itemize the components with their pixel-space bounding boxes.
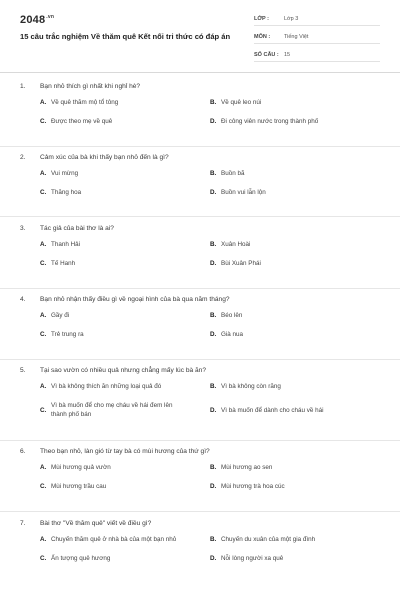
option-text: Chuyến du xuân của một gia đình bbox=[221, 536, 316, 543]
option-text: Buồn bã bbox=[221, 170, 245, 177]
option-letter: D. bbox=[210, 483, 217, 490]
option-row bbox=[20, 311, 380, 320]
option-text: Bùi Xuân Phái bbox=[221, 260, 261, 267]
option-letter: C. bbox=[40, 260, 47, 267]
options bbox=[20, 382, 380, 419]
option-letter: C. bbox=[40, 406, 47, 414]
option-row bbox=[20, 463, 380, 472]
option-text: Mùi hương trà hoa cúc bbox=[221, 483, 285, 490]
option-c[interactable] bbox=[40, 188, 210, 197]
option-text: Thanh Hải bbox=[51, 241, 81, 248]
option-b[interactable] bbox=[210, 311, 380, 320]
option-c[interactable] bbox=[40, 259, 210, 268]
option-row bbox=[20, 259, 380, 268]
logo-suffix: .vn bbox=[46, 14, 55, 20]
meta-label: LỚP : bbox=[254, 15, 269, 22]
option-text: Béo lên bbox=[221, 312, 243, 319]
question-prompt: Bạn nhỏ thích gì nhất khi nghỉ hè? bbox=[40, 82, 141, 90]
option-letter: B. bbox=[210, 99, 217, 106]
option-text: Được theo mẹ về quê bbox=[51, 118, 113, 125]
option-letter: A. bbox=[40, 241, 47, 248]
meta-value: 15 bbox=[284, 51, 291, 58]
option-text: Nỗi lòng người xa quê bbox=[221, 555, 284, 562]
option-letter: B. bbox=[210, 464, 217, 471]
option-text: Ấn tượng quê hương bbox=[51, 555, 111, 562]
question-prompt: Tại sao vườn có nhiều quả nhưng chẳng mấy lúc bà ăn? bbox=[40, 366, 207, 374]
question-divider bbox=[0, 216, 400, 217]
option-a[interactable] bbox=[40, 169, 210, 178]
question-number: 2. bbox=[20, 153, 26, 161]
logo-text: 2048 bbox=[20, 14, 46, 26]
question-text bbox=[20, 151, 380, 163]
option-row bbox=[20, 482, 380, 491]
option-row bbox=[20, 401, 380, 419]
question-4 bbox=[20, 293, 380, 349]
option-d[interactable] bbox=[210, 401, 380, 419]
question-text bbox=[20, 445, 380, 457]
option-text: Mùi hương quả vườn bbox=[51, 464, 111, 471]
options bbox=[20, 98, 380, 126]
option-text: Thăng hoa bbox=[51, 189, 82, 196]
option-b[interactable] bbox=[210, 535, 380, 544]
option-letter: C. bbox=[40, 189, 47, 196]
option-text: Chuyến thăm quê ở nhà bà của một bạn nhỏ bbox=[51, 536, 177, 543]
meta-label: SỐ CÂU : bbox=[254, 51, 279, 58]
question-text bbox=[20, 517, 380, 529]
option-letter: C. bbox=[40, 118, 47, 125]
option-d[interactable] bbox=[210, 554, 380, 563]
page-title: 15 câu trắc nghiệm Về thăm quê Kết nối tri thức có đáp án bbox=[20, 32, 231, 41]
question-number: 3. bbox=[20, 224, 26, 232]
question-prompt: Cảm xúc của bà khi thấy bạn nhỏ đến là gì? bbox=[40, 153, 169, 161]
option-row bbox=[20, 554, 380, 563]
options bbox=[20, 311, 380, 339]
option-text: Vui mừng bbox=[51, 170, 79, 177]
option-text: Vì bà muốn để dành cho cháu về hái bbox=[221, 406, 324, 414]
question-divider bbox=[0, 359, 400, 360]
header bbox=[0, 0, 400, 70]
meta-value: Tiếng Việt bbox=[284, 33, 309, 40]
option-letter: D. bbox=[210, 331, 217, 338]
option-c[interactable] bbox=[40, 330, 210, 339]
option-text: Trẻ trung ra bbox=[51, 331, 84, 338]
option-row bbox=[20, 117, 380, 126]
option-letter: B. bbox=[210, 241, 217, 248]
option-a[interactable] bbox=[40, 382, 210, 391]
option-letter: A. bbox=[40, 383, 47, 390]
option-d[interactable] bbox=[210, 188, 380, 197]
option-text: Về quê thăm mộ tổ tông bbox=[51, 99, 119, 106]
options bbox=[20, 240, 380, 268]
question-number: 5. bbox=[20, 366, 26, 374]
question-3 bbox=[20, 222, 380, 278]
question-text bbox=[20, 222, 380, 234]
option-b[interactable] bbox=[210, 169, 380, 178]
option-row bbox=[20, 240, 380, 249]
question-divider bbox=[0, 440, 400, 441]
option-a[interactable] bbox=[40, 311, 210, 320]
option-text: Tế Hanh bbox=[51, 260, 76, 267]
option-text: Vì bà không thích ăn những loại quả đó bbox=[51, 383, 162, 390]
question-7 bbox=[20, 517, 380, 573]
options bbox=[20, 535, 380, 563]
option-row bbox=[20, 188, 380, 197]
option-d[interactable] bbox=[210, 482, 380, 491]
option-letter: A. bbox=[40, 99, 47, 106]
header-divider bbox=[0, 72, 400, 73]
option-letter: A. bbox=[40, 170, 47, 177]
question-text bbox=[20, 364, 380, 376]
question-text bbox=[20, 293, 380, 305]
question-prompt: Bài thơ "Về thăm quê" viết về điều gì? bbox=[40, 519, 152, 527]
option-c[interactable] bbox=[40, 482, 210, 491]
option-text: Vì bà muốn để cho mẹ cháu về hái đem lên thành phố bán bbox=[51, 402, 173, 418]
question-divider bbox=[0, 511, 400, 512]
option-b[interactable] bbox=[210, 98, 380, 107]
question-prompt: Theo bạn nhỏ, làn gió từ tay bà có mùi hương của thứ gì? bbox=[40, 447, 210, 455]
option-letter: C. bbox=[40, 555, 47, 562]
question-text bbox=[20, 80, 380, 92]
option-d[interactable] bbox=[210, 117, 380, 126]
option-d[interactable] bbox=[210, 330, 380, 339]
option-letter: D. bbox=[210, 555, 217, 562]
meta-info bbox=[254, 12, 380, 66]
meta-value: Lớp 3 bbox=[284, 15, 299, 22]
option-b[interactable] bbox=[210, 463, 380, 472]
option-c[interactable] bbox=[40, 401, 210, 419]
option-letter: B. bbox=[210, 170, 217, 177]
option-c[interactable] bbox=[40, 117, 210, 126]
option-row bbox=[20, 382, 380, 391]
question-number: 7. bbox=[20, 519, 26, 527]
option-text: Đi công viên nước trong thành phố bbox=[221, 118, 319, 125]
option-letter: A. bbox=[40, 312, 47, 319]
option-c[interactable] bbox=[40, 554, 210, 563]
option-b[interactable] bbox=[210, 382, 380, 391]
meta-row-subject bbox=[254, 30, 380, 44]
option-text: Vì bà không còn răng bbox=[221, 383, 281, 390]
option-text: Già nua bbox=[221, 331, 244, 338]
question-number: 4. bbox=[20, 295, 26, 303]
question-number: 6. bbox=[20, 447, 26, 455]
meta-label: MÔN : bbox=[254, 33, 271, 40]
option-letter: D. bbox=[210, 406, 217, 414]
option-letter: C. bbox=[40, 483, 47, 490]
option-row bbox=[20, 535, 380, 544]
option-letter: A. bbox=[40, 536, 47, 543]
option-letter: A. bbox=[40, 464, 47, 471]
option-text: Xuân Hoài bbox=[221, 241, 251, 248]
options bbox=[20, 463, 380, 491]
question-number: 1. bbox=[20, 82, 26, 90]
option-row bbox=[20, 98, 380, 107]
options bbox=[20, 169, 380, 197]
option-text: Mùi hương trầu cau bbox=[51, 483, 107, 490]
meta-row-count bbox=[254, 48, 380, 62]
option-a[interactable] bbox=[40, 240, 210, 249]
option-text: Mùi hương ao sen bbox=[221, 464, 273, 471]
option-row bbox=[20, 330, 380, 339]
question-divider bbox=[0, 288, 400, 289]
option-text: Về quê leo núi bbox=[221, 99, 262, 106]
question-5 bbox=[20, 364, 380, 429]
option-b[interactable] bbox=[210, 240, 380, 249]
option-letter: B. bbox=[210, 383, 217, 390]
question-prompt: Bạn nhỏ nhận thấy điều gì về ngoại hình của bà qua năm tháng? bbox=[40, 295, 230, 303]
site-logo[interactable] bbox=[20, 14, 54, 26]
option-a[interactable] bbox=[40, 535, 210, 544]
option-a[interactable] bbox=[40, 463, 210, 472]
meta-row-grade bbox=[254, 12, 380, 26]
option-letter: B. bbox=[210, 536, 217, 543]
option-letter: B. bbox=[210, 312, 217, 319]
question-divider bbox=[0, 146, 400, 147]
option-row bbox=[20, 169, 380, 178]
option-a[interactable] bbox=[40, 98, 210, 107]
option-letter: D. bbox=[210, 118, 217, 125]
question-6 bbox=[20, 445, 380, 501]
option-letter: D. bbox=[210, 189, 217, 196]
option-text: Buồn vui lẫn lộn bbox=[221, 189, 266, 196]
question-prompt: Tác giả của bài thơ là ai? bbox=[40, 224, 114, 232]
option-letter: C. bbox=[40, 331, 47, 338]
option-text: Gầy đi bbox=[51, 312, 70, 319]
question-2 bbox=[20, 151, 380, 207]
option-letter: D. bbox=[210, 260, 217, 267]
question-1 bbox=[20, 80, 380, 136]
option-d[interactable] bbox=[210, 259, 380, 268]
